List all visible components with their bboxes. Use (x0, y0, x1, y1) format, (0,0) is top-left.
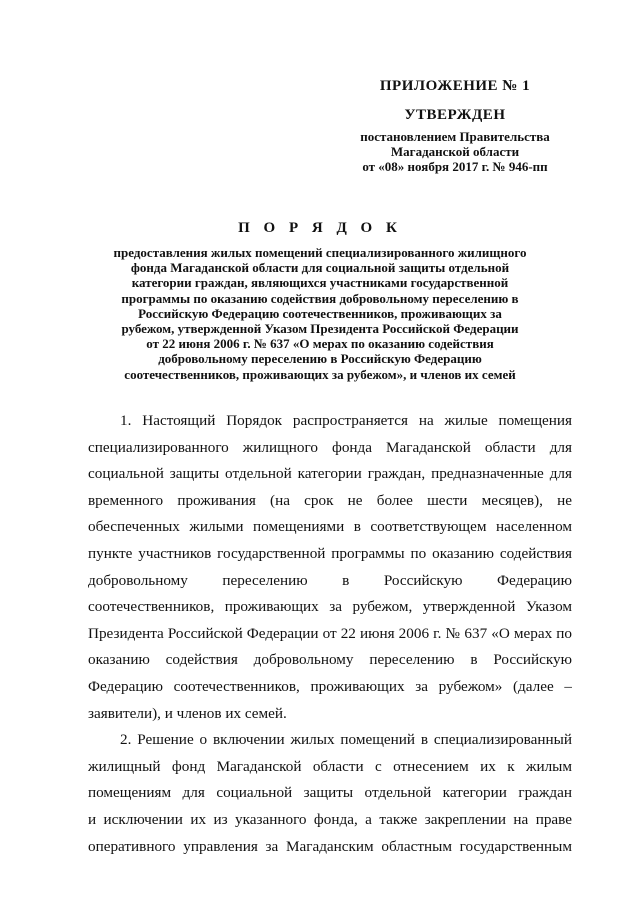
paragraph-line: заявители), и членов их семей. (88, 704, 287, 722)
subtitle-line: Российскую Федерацию соотечественников, проживающих за (138, 305, 502, 321)
paragraph-line: добровольному переселению в Российскую Федерацию (88, 571, 572, 589)
subtitle-line: рубежом, утвержденной Указом Президента Российской Федерации (121, 321, 519, 337)
paragraph-line: оказанию содействия добровольному переселению в Российскую (88, 651, 572, 669)
region-line: Магаданской области (390, 144, 520, 159)
paragraph-line: специализированного жилищного фонда Магаданской области для (88, 438, 572, 456)
paragraph-line: 2. Решение о включении жилых помещений в специализированный (120, 731, 572, 749)
paragraph-line: и исключении их из указанного фонда, а также закреплении на праве (88, 810, 572, 828)
paragraph-line: Федерацию соотечественников, проживающих за рубежом» (далее – (88, 677, 572, 695)
paragraph-line: социальной защиты отдельной категории граждан, предназначенные для (88, 465, 572, 483)
document-body (88, 408, 572, 860)
paragraph-line: 1. Настоящий Порядок распространяется на жилые помещения (120, 412, 572, 429)
paragraph-2 (88, 727, 572, 860)
paragraph-line: временного проживания (на срок не более шести месяцев), не (88, 491, 572, 509)
paragraph-line: пункте участников государственной программы по оказанию содействия (88, 544, 572, 562)
subtitle-line: фонда Магаданской области для социальной защиты отдельной (130, 260, 510, 276)
appendix-label: ПРИЛОЖЕНИЕ № 1 (379, 78, 531, 94)
paragraph-line: оперативного управления за Магаданским областным государственным (88, 837, 572, 855)
document-subtitle (80, 245, 560, 382)
subtitle-line: предоставления жилых помещений специализированного жилищного (113, 245, 527, 260)
approved-label: УТВЕРЖДЕН (404, 107, 506, 123)
decree-date-line: от «08» ноября 2017 г. № 946-пп (362, 159, 548, 174)
paragraph-line: обеспеченных жилыми помещениями в соответствующем населенном (88, 518, 572, 536)
paragraph-line: помещениям для социальной защиты отдельной категории граждан (88, 784, 572, 802)
paragraph-line: жилищный фонд Магаданской области с отнесением их к жилым (88, 757, 572, 775)
paragraph-1 (88, 408, 572, 727)
subtitle-line: программы по оказанию содействия добровольному переселению в (121, 290, 519, 306)
paragraph-line: соотечественников, проживающих за рубежом, утвержденной Указом (88, 598, 572, 616)
paragraph-line: Президента Российской Федерации от 22 июня 2006 г. № 637 «О мерах по (88, 624, 572, 642)
document-title: П О Р Я Д О К (238, 220, 402, 236)
decree-line: постановлением Правительства (360, 129, 550, 144)
subtitle-line: от 22 июня 2006 г. № 637 «О мерах по оказанию содействия (146, 336, 494, 352)
subtitle-line: категории граждан, являющихся участниками государственной (131, 275, 509, 291)
subtitle-line: соотечественников, проживающих за рубежом», и членов их семей (124, 366, 516, 382)
subtitle-line: добровольному переселению в Российскую Федерацию (158, 351, 482, 367)
